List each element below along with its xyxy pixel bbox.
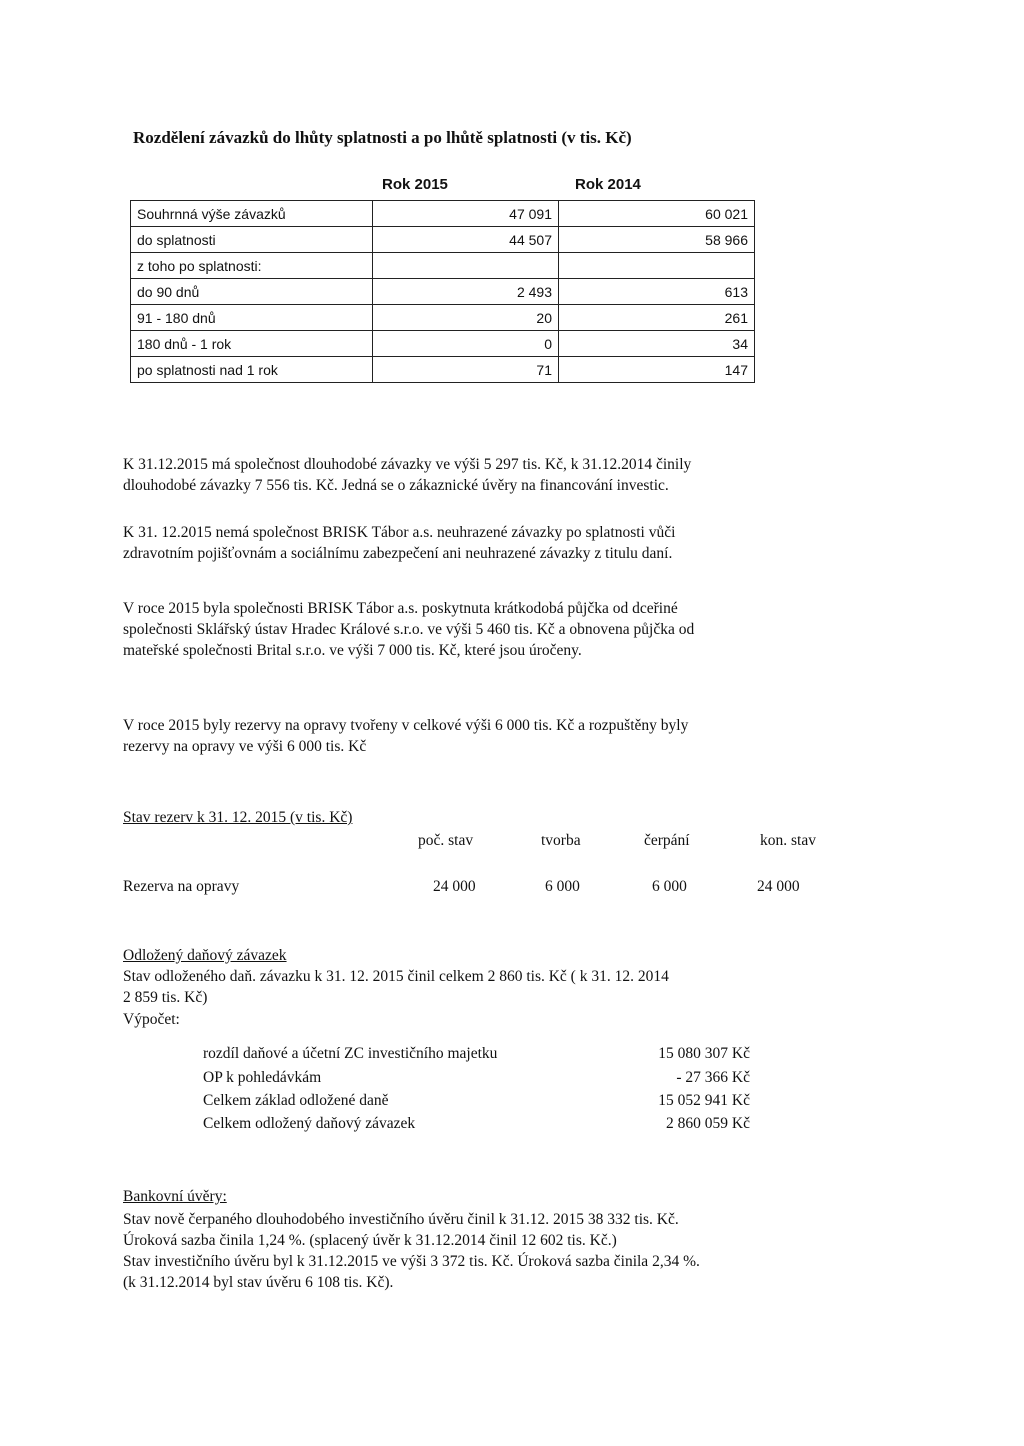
calc-item-value: 2 860 059 Kč <box>666 1115 750 1132</box>
text-line: V roce 2015 byly rezervy na opravy tvořeny v celkové výši 6 000 tis. Kč a rozpuštěny byly <box>123 717 689 734</box>
reserves-col-end: kon. stav <box>760 832 816 849</box>
row-label: do 90 dnů <box>131 279 373 305</box>
table-row <box>131 279 755 305</box>
page-title: Rozdělení závazků do lhůty splatnosti a po lhůtě splatnosti (v tis. Kč) <box>133 128 632 147</box>
row-value-2014: 613 <box>559 279 755 305</box>
text-line: V roce 2015 byla společnosti BRISK Tábor a.s. poskytnuta krátkodobá půjčka od dceřiné <box>123 600 678 617</box>
reserves-col-start: poč. stav <box>418 832 474 849</box>
deferred-tax-heading: Odložený daňový závazek <box>123 947 287 964</box>
row-label: 91 - 180 dnů <box>131 305 373 331</box>
text-line: Stav nově čerpaného dlouhodobého investičního úvěru činil k 31.12. 2015 38 332 tis. Kč. <box>123 1211 679 1228</box>
paragraph-reserves <box>123 715 688 757</box>
reserves-value-start: 24 000 <box>433 878 476 895</box>
reserves-heading: Stav rezerv k 31. 12. 2015 (v tis. Kč) <box>123 809 353 826</box>
table-row <box>131 357 755 383</box>
paragraph-overdue-liabilities <box>123 522 675 564</box>
deferred-tax-line2: 2 859 tis. Kč) <box>123 989 208 1006</box>
row-value-2014: 58 966 <box>559 227 755 253</box>
row-value-2015: 44 507 <box>373 227 559 253</box>
calc-item-value: 15 080 307 Kč <box>658 1045 750 1062</box>
table-header-2015: Rok 2015 <box>382 176 448 193</box>
table-row <box>131 305 755 331</box>
row-value-2014: 34 <box>559 331 755 357</box>
table-row <box>131 227 755 253</box>
calc-item-value: 15 052 941 Kč <box>658 1092 750 1109</box>
text-line: Stav investičního úvěru byl k 31.12.2015 ve výši 3 372 tis. Kč. Úroková sazba činila 2,34 %. <box>123 1253 700 1270</box>
row-value-2014: 60 021 <box>559 201 755 227</box>
row-value-2015: 2 493 <box>373 279 559 305</box>
row-label: Souhrnná výše závazků <box>131 201 373 227</box>
row-value-2015: 71 <box>373 357 559 383</box>
bank-loans-heading: Bankovní úvěry: <box>123 1188 227 1205</box>
table-row <box>131 253 755 279</box>
reserves-value-usage: 6 000 <box>652 878 687 895</box>
calc-item-value: - 27 366 Kč <box>676 1069 750 1086</box>
row-value-2015: 20 <box>373 305 559 331</box>
paragraph-loans <box>123 598 694 661</box>
reserves-value-end: 24 000 <box>757 878 800 895</box>
reserves-row-label: Rezerva na opravy <box>123 878 240 895</box>
text-line: Úroková sazba činila 1,24 %. (splacený úvěr k 31.12.2014 činil 12 602 tis. Kč.) <box>123 1232 617 1249</box>
row-label: do splatnosti <box>131 227 373 253</box>
text-line: K 31. 12.2015 nemá společnost BRISK Tábor a.s. neuhrazené závazky po splatnosti vůči <box>123 524 676 541</box>
paragraph-long-term-liabilities <box>123 454 691 496</box>
text-line: společnosti Sklářský ústav Hradec Králové s.r.o. ve výši 5 460 tis. Kč a obnovena půjčka od <box>123 621 695 638</box>
row-value-2015: 0 <box>373 331 559 357</box>
row-label: z toho po splatnosti: <box>131 253 373 279</box>
reserves-col-creation: tvorba <box>541 832 581 849</box>
liabilities-table <box>130 200 755 383</box>
row-value-2014: 147 <box>559 357 755 383</box>
text-line: mateřské společnosti Brital s.r.o. ve výši 7 000 tis. Kč, které jsou úročeny. <box>123 642 582 659</box>
deferred-tax-line1: Stav odloženého daň. závazku k 31. 12. 2015 činil celkem 2 860 tis. Kč ( k 31. 12. 2014 <box>123 968 669 985</box>
table-row <box>131 331 755 357</box>
row-value-2015: 47 091 <box>373 201 559 227</box>
row-value-2014: 261 <box>559 305 755 331</box>
table-row <box>131 201 755 227</box>
table-header-2014: Rok 2014 <box>575 176 641 193</box>
text-line: dlouhodobé závazky 7 556 tis. Kč. Jedná se o zákaznické úvěry na financování investic. <box>123 477 669 494</box>
row-label: 180 dnů - 1 rok <box>131 331 373 357</box>
text-line: (k 31.12.2014 byl stav úvěru 6 108 tis. Kč). <box>123 1274 394 1291</box>
reserves-value-creation: 6 000 <box>545 878 580 895</box>
calc-item-label: Celkem základ odložené daně <box>203 1092 389 1109</box>
calc-item-label: OP k pohledávkám <box>203 1069 322 1086</box>
calc-label: Výpočet: <box>123 1011 180 1028</box>
row-value-2014 <box>559 253 755 279</box>
text-line: rezervy na opravy ve výši 6 000 tis. Kč <box>123 738 367 755</box>
text-line: K 31.12.2015 má společnost dlouhodobé závazky ve výši 5 297 tis. Kč, k 31.12.2014 činily <box>123 456 692 473</box>
row-label: po splatnosti nad 1 rok <box>131 357 373 383</box>
calc-item-label: rozdíl daňové a účetní ZC investičního majetku <box>203 1045 498 1062</box>
calc-item-label: Celkem odložený daňový závazek <box>203 1115 416 1132</box>
text-line: zdravotním pojišťovnám a sociálnímu zabezpečení ani neuhrazené závazky z titulu daní. <box>123 545 673 562</box>
bank-loans-text <box>123 1209 700 1293</box>
reserves-col-usage: čerpání <box>644 832 690 849</box>
row-value-2015 <box>373 253 559 279</box>
